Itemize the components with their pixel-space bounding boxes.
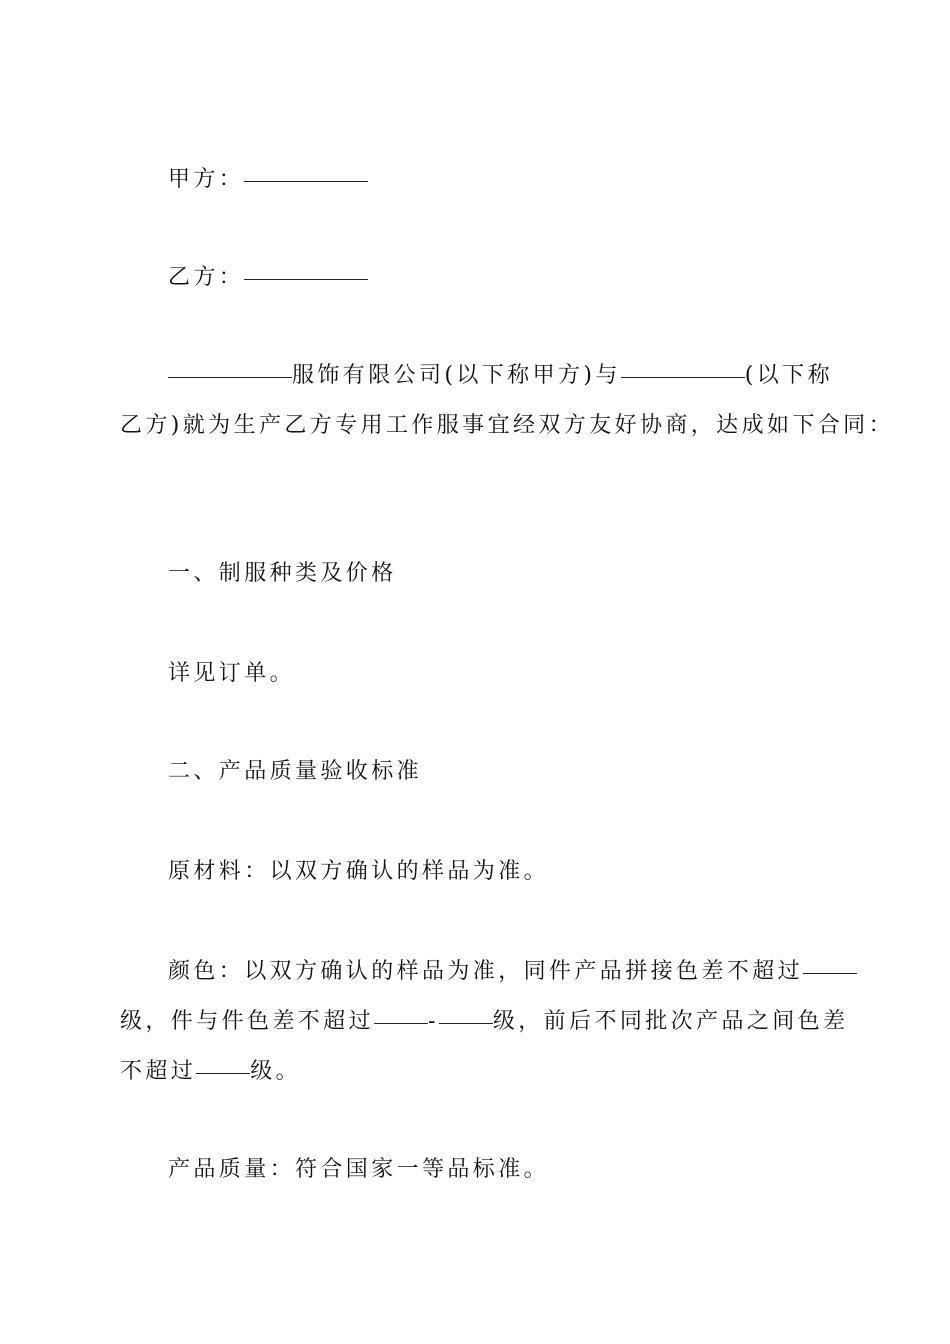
piece-color-min-blank: [374, 1022, 428, 1024]
section-1-body: [168, 650, 832, 698]
party-a-label: 甲方：: [168, 167, 245, 192]
splice-color-blank: [803, 972, 857, 974]
intro-tail: (以下称: [744, 363, 833, 388]
color-line-2-text-b: 级，前后不同批次产品之间色差: [492, 1009, 849, 1034]
intro-line-1: [168, 352, 832, 400]
quality-text: 产品质量：符合国家一等品标准。: [168, 1157, 550, 1182]
section-1-heading-text: 一、制服种类及价格: [168, 561, 397, 586]
section-1-body-text: 详见订单。: [168, 661, 296, 686]
color-line-2-text-a: 级，件与件色差不超过: [120, 1009, 375, 1034]
section-1-heading: [168, 550, 832, 598]
party-a-line: [168, 156, 832, 204]
batch-color-blank: [196, 1072, 250, 1074]
color-range-dash: -: [428, 1009, 439, 1034]
raw-material-text: 原材料：以双方确认的样品为准。: [168, 859, 550, 884]
quality-line: [168, 1146, 832, 1194]
section-2-heading-text: 二、产品质量验收标准: [168, 759, 423, 784]
party-b-name-blank: [621, 376, 745, 378]
party-b-label: 乙方：: [168, 265, 245, 290]
intro-line-2: [120, 402, 894, 450]
raw-material-line: [168, 848, 832, 896]
color-line-3: [120, 1048, 832, 1096]
section-2-heading: [168, 748, 832, 796]
color-line-3-text-b: 级。: [250, 1059, 302, 1084]
color-line-1: [168, 948, 832, 996]
intro-line-2-text: 乙方)就为生产乙方专用工作服事宜经双方友好协商，达成如下合同：: [120, 413, 894, 438]
color-line-1-text: 颜色：以双方确认的样品为准，同件产品拼接色差不超过: [168, 959, 804, 984]
party-b-blank: [244, 278, 368, 280]
party-b-line: [168, 254, 832, 302]
intro-company-suffix: 服饰有限公司(以下称甲方)与: [292, 363, 621, 388]
color-line-3-text-a: 不超过: [120, 1059, 197, 1084]
company-blank: [168, 376, 292, 378]
piece-color-max-blank: [439, 1022, 493, 1024]
party-a-blank: [244, 180, 368, 182]
color-line-2: [120, 998, 849, 1046]
